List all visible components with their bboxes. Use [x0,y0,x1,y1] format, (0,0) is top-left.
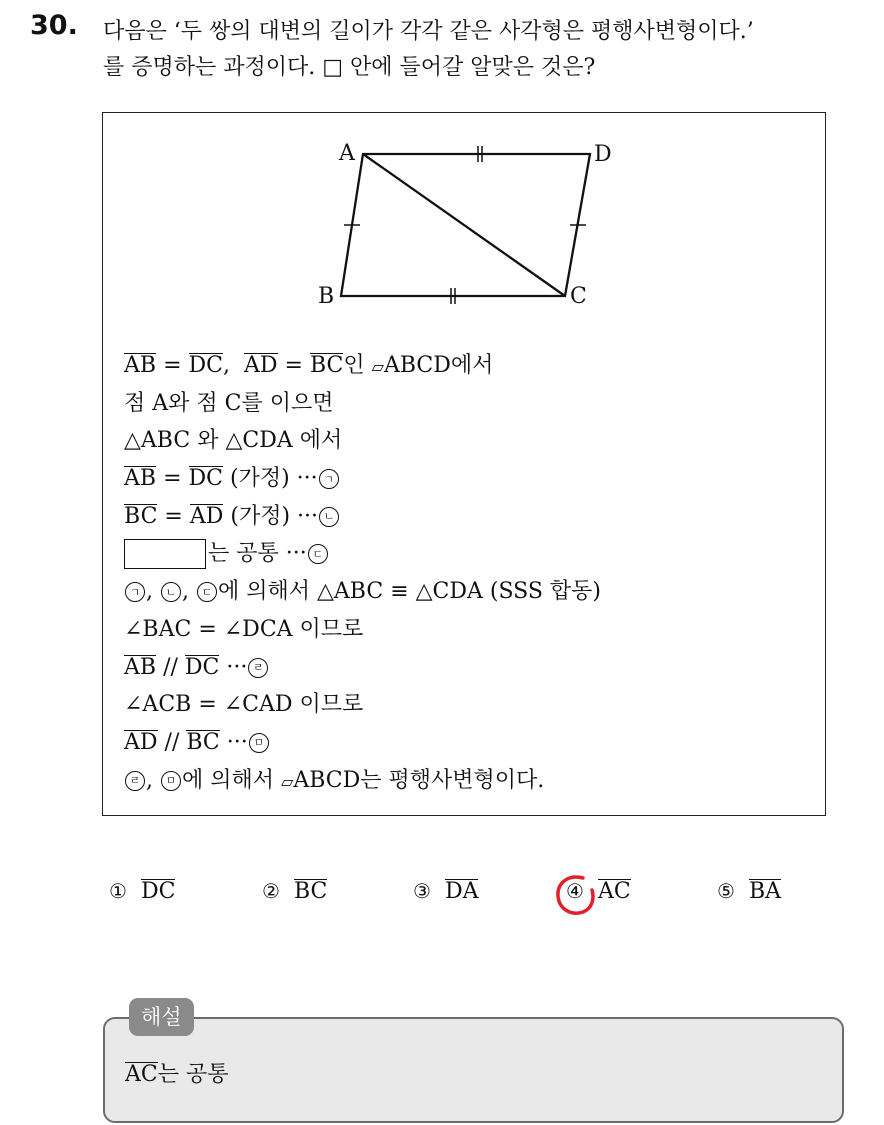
question-number: 30. [30,10,78,41]
choice-3[interactable]: ③ DA [413,879,479,904]
label-d: D [594,142,612,167]
proof-line-8: ∠BAC = ∠DCA 이므로 [124,616,364,642]
proof-line-5: BC = AD (가정) ··· ㄴ [124,498,601,536]
choice-1[interactable]: ① DC [109,879,176,904]
label-a: A [339,141,355,166]
proof-line-10: ∠ACB = ∠CAD 이므로 [124,692,364,718]
question-text [103,14,754,86]
explanation-tag: 해설 [129,998,194,1036]
diagonal-ac [363,154,565,296]
proof-text [124,347,601,799]
choice-5[interactable]: ⑤ BA [717,879,781,904]
proof-line-1: AB = DC, AD = BC인 ▱ABCD에서 [124,353,494,378]
proof-line-3: △ABC 와 △CDA 에서 [124,428,343,454]
proof-line-11: AD // BC ··· ㅁ [124,724,601,762]
choice-4[interactable]: ④ AC [566,879,631,904]
proof-line-12: ㄹ , ㅁ 에 의해서 ▱ABCD는 평행사변형이다. [124,762,601,800]
question-line-1: 다음은 ‘두 쌍의 대변의 길이가 각각 같은 사각형은 평행사변형이다.’ [103,19,754,44]
proof-line-4: AB = DC (가정) ··· ㄱ [124,460,601,498]
answer-blank [124,539,206,569]
label-b: B [318,284,335,309]
proof-line-9: AB // DC ··· ㄹ [124,649,601,687]
choice-2[interactable]: ② BC [262,879,328,904]
proof-box [102,112,826,816]
parallelogram-figure [308,131,638,316]
proof-line-7: ㄱ , ㄴ , ㄷ 에 의해서 △ABC ≡ △CDA (SSS 합동) [124,573,601,611]
explanation-text: AC는 공통 [125,1062,229,1087]
proof-line-6: 는 공통 ··· ㄷ [124,535,601,573]
explanation-box [103,1017,844,1123]
answer-mark-stroke [558,877,593,913]
question-line-2: 를 증명하는 과정이다. □ 안에 들어갈 알맞은 것은? [103,55,596,80]
proof-line-2: 점 A와 점 C를 이으면 [124,390,334,416]
label-c: C [570,284,587,309]
answer-mark-circle [553,872,599,918]
